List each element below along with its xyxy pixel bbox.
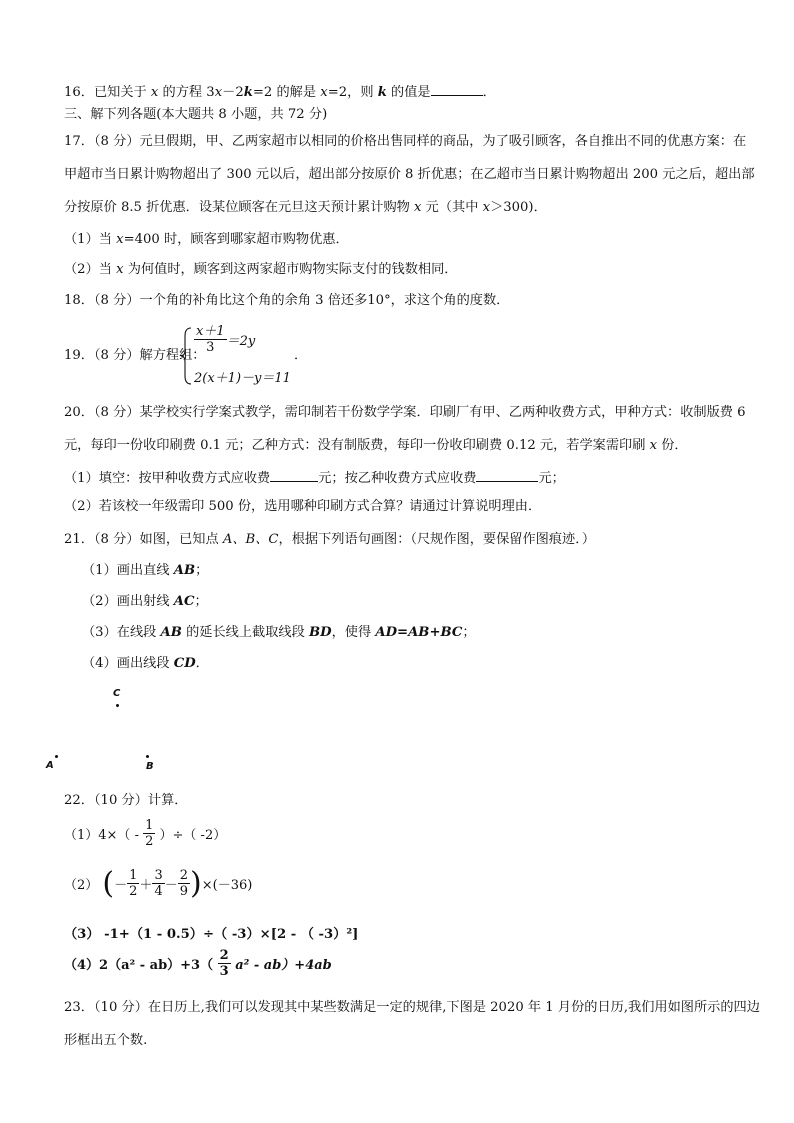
question-22-part1 — [64, 818, 226, 849]
text: （3）在线段 — [82, 625, 161, 640]
var: x — [214, 85, 223, 100]
left-paren: ( — [102, 866, 115, 901]
question-21-line1 — [64, 531, 595, 549]
section-heading: 三、解下列各题(本大题共 8 小题，共 72 分) — [64, 107, 328, 122]
text: 的延长线上截取线段 — [181, 625, 309, 640]
denominator: 9 — [179, 884, 189, 899]
var: AB — [173, 563, 196, 578]
text: =2，则 — [327, 85, 378, 100]
var: AB — [160, 625, 182, 640]
denominator: 2 — [145, 834, 154, 849]
var: A、B、C — [222, 532, 279, 547]
equation-rhs: ＝2y — [226, 334, 256, 349]
text: 元； — [538, 471, 565, 486]
text: 元，每印一份收印刷费 0.1 元；乙种方式：没有制版费，每印一份收印刷费 0.12 元，若学案需印刷 — [64, 438, 650, 453]
question-20-line1: 20．（8 分）某学校实行学案式教学，需印制若干份数学学案．印刷厂有甲、乙两种收费方式，甲种方式：收制版费 6 — [64, 405, 746, 420]
question-18 — [64, 292, 509, 310]
question-20-line2 — [64, 437, 688, 455]
numerator: x＋1 — [196, 324, 225, 339]
point-a — [55, 755, 58, 758]
question-21-part4 — [82, 655, 209, 673]
fraction — [218, 948, 231, 979]
text: （1）当 — [64, 232, 117, 247]
point-label-b: B — [146, 761, 154, 772]
text: 份． — [657, 438, 688, 453]
question-17-part1 — [64, 231, 349, 249]
text: （1）4×（ - — [64, 828, 139, 843]
question-21-part2 — [82, 593, 208, 611]
operator: ＋ — [139, 878, 153, 893]
equation-1 — [194, 324, 255, 355]
text: =400 时，顾客到哪家超市购物优惠． — [123, 232, 349, 247]
text: 21．（8 分）如图，已知点 — [64, 532, 223, 547]
text: （1）填空：按甲种收费方式应收费 — [64, 471, 271, 486]
text: （2） — [64, 878, 99, 893]
var: x — [116, 232, 124, 247]
var: x — [649, 438, 658, 453]
text: ． — [482, 85, 496, 100]
text: 16．已知关于 — [64, 85, 151, 100]
text: ，根据下列语句画图：（尺规作图，要保留作图痕迹．） — [278, 532, 596, 547]
denominator: 2 — [129, 884, 138, 899]
point-b — [146, 755, 149, 758]
question-17-line1: 17．（8 分）元旦假期，甲、乙两家超市以相同的价格出售同样的商品，为了吸引顾客，各自推出不同的优惠方案：在 — [64, 134, 747, 149]
numerator: 1 — [129, 868, 138, 883]
point-label-a: A — [46, 760, 54, 771]
text: －2 — [222, 85, 244, 100]
numerator: 3 — [154, 868, 163, 883]
answer-blank[interactable] — [270, 468, 318, 482]
question-20-part1 — [64, 468, 565, 488]
text: 18．（8 分）一个角的补角比这个角的余角 3 倍还多 — [64, 293, 368, 308]
text: ，求这个角的度数． — [390, 293, 510, 308]
question-21-part3 — [82, 624, 476, 642]
var: x — [116, 262, 124, 277]
text: （2）当 — [64, 262, 117, 277]
text: （4）画出线段 — [82, 656, 174, 671]
text: a² - ab）+4ab — [235, 958, 332, 973]
operator: － — [114, 878, 128, 893]
right-paren: ) — [190, 866, 202, 901]
var: AC — [173, 594, 195, 609]
text: （1）画出直线 — [82, 563, 174, 578]
question-17-line3 — [64, 199, 547, 217]
denominator: 3 — [219, 964, 229, 979]
question-22-part4 — [64, 948, 332, 979]
answer-blank[interactable] — [476, 468, 538, 482]
var: x — [414, 200, 422, 215]
text: ×(－36) — [201, 878, 253, 893]
text: ； — [194, 594, 208, 609]
text: ； — [195, 563, 209, 578]
fraction — [127, 868, 139, 899]
text: ，使得 — [331, 625, 376, 640]
text: （4）2（a² - ab）+3（ — [64, 958, 214, 973]
question-22-label: 22．（10 分）计算． — [64, 793, 188, 808]
question-17-part2 — [64, 261, 457, 279]
numerator: 2 — [179, 868, 189, 883]
var: AD=AB+BC — [375, 625, 463, 640]
question-22-part2 — [64, 866, 252, 901]
question-16 — [64, 82, 496, 102]
question-20-part2: （2）若该校一年级需印 500 份，选用哪种印刷方式合算？请通过计算说明理由． — [64, 499, 542, 514]
numerator: 1 — [145, 818, 154, 833]
text: 元；按乙种收费方式应收费 — [318, 471, 477, 486]
text: 为何值时，顾客到这两家超市购物实际支付的钱数相同． — [123, 262, 458, 277]
text: ． — [195, 656, 209, 671]
text: 的方程 3 — [158, 85, 215, 100]
text: ； — [462, 625, 476, 640]
text: 分按原价 8.5 折优惠．设某位顾客在元旦这天预计累计购物 — [64, 200, 415, 215]
point-c — [116, 704, 119, 707]
var: x — [320, 85, 328, 100]
operator: － — [164, 878, 178, 893]
answer-blank[interactable] — [431, 82, 483, 96]
fraction — [178, 868, 190, 899]
fraction — [194, 324, 227, 355]
denominator: 3 — [206, 340, 215, 355]
question-23-line1: 23．（10 分）在日历上,我们可以发现其中某些数满足一定的规律,下图是 2020 年 1 月份的日历,我们用如图所示的四边 — [64, 1000, 760, 1015]
question-21-part1 — [82, 562, 208, 580]
denominator: 4 — [154, 884, 163, 899]
question-19-label: 19．（8 分）解方程组： — [64, 348, 206, 363]
fraction — [152, 868, 164, 899]
var: k — [377, 85, 387, 100]
question-23-line2: 形框出五个数. — [64, 1033, 148, 1048]
var: CD — [173, 656, 196, 671]
question-22-part3: （3） -1+（1 - 0.5）÷（ -3）×[2 - （ -3）²] — [64, 927, 359, 942]
var: x — [150, 85, 159, 100]
numerator: 2 — [219, 948, 229, 963]
var: x — [482, 200, 491, 215]
period: ． — [294, 348, 308, 363]
text: 的值是 — [386, 85, 431, 100]
text: =2 的解是 — [252, 85, 321, 100]
var: k — [243, 85, 253, 100]
text: （2）画出射线 — [82, 594, 174, 609]
degree-value: 10° — [367, 293, 391, 308]
text: 元（其中 — [421, 200, 483, 215]
equation-2: 2(x＋1)－y＝11 — [194, 371, 291, 386]
system-brace — [180, 326, 194, 386]
text: ）÷（ -2） — [159, 828, 227, 843]
question-17-line2: 甲超市当日累计购物超出了 300 元以后，超出部分按原价 8 折优惠；在乙超市当日累计购物超出 200 元之后，超出部 — [64, 167, 755, 182]
text: ＞300)． — [490, 200, 547, 215]
point-label-c: C — [113, 688, 121, 699]
fraction — [143, 818, 155, 849]
var: BD — [309, 625, 332, 640]
